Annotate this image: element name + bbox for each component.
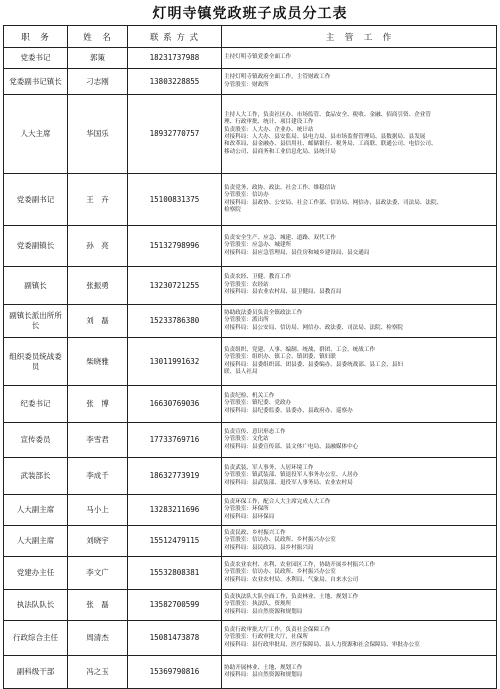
- duty-line: 分管股室：镇武装部、镇退役军人事务办公室、人居办: [224, 472, 359, 479]
- cell-duty: [222, 338, 497, 386]
- cell-phone: 13582700599: [128, 590, 222, 621]
- table-row: [4, 557, 497, 590]
- cell-post: 副镇长派出所所长: [4, 305, 68, 338]
- cell-phone: 13803228855: [128, 69, 222, 95]
- cell-duty: [222, 95, 497, 174]
- cell-name: 张振勇: [68, 267, 128, 305]
- cell-name: 李雪君: [68, 423, 128, 458]
- duty-line: 移动公司、县商务和工业信息化局、县统计局: [224, 148, 336, 155]
- document-title: 灯明寺镇党政班子成员分工表: [152, 6, 348, 22]
- cell-duty: [222, 621, 497, 656]
- cell-duty: [222, 267, 497, 305]
- cell-name: 张 博: [68, 386, 128, 423]
- duty-line: 分管股室：派出所: [224, 317, 269, 324]
- cell-name: 刁志刚: [68, 69, 128, 95]
- duty-line: 负责农经、卫健、教育工作: [224, 274, 292, 281]
- cell-duty: [222, 495, 497, 526]
- cell-duty: [222, 69, 497, 95]
- cell-post: 副镇长: [4, 267, 68, 305]
- cell-post: 人大副主席: [4, 526, 68, 557]
- duty-line: 分管股室：行政审批大厅，社保所: [224, 634, 308, 641]
- table-row: [4, 95, 497, 174]
- duty-line: 分管股室：应急办、城建所: [224, 242, 292, 249]
- table-row: [4, 386, 497, 423]
- cell-phone: 13011991632: [128, 338, 222, 386]
- duty-line: 负责执法队大队全面工作，负责林业、土地、规划工作: [224, 593, 359, 600]
- cell-name: 冯之玉: [68, 656, 128, 689]
- cell-duty: [222, 526, 497, 557]
- cell-post: 党委副书记: [4, 174, 68, 226]
- cell-duty: [222, 386, 497, 423]
- table-row: [4, 338, 497, 386]
- cell-post: 纪委书记: [4, 386, 68, 423]
- duty-line: 负责环保工作，配合人大主席完成人大工作: [224, 498, 331, 505]
- cell-name: 张 磊: [68, 590, 128, 621]
- duty-line: 分管股室：组织办、镇工会、镇团委、镇妇联: [224, 354, 336, 361]
- cell-name: 华国乐: [68, 95, 128, 174]
- cell-phone: 15512479115: [128, 526, 222, 557]
- header-duty: 主 管 工 作: [222, 26, 497, 48]
- cell-phone: 15100831375: [128, 174, 222, 226]
- cell-post: 执法队队长: [4, 590, 68, 621]
- table-row: [4, 305, 497, 338]
- duty-line: 主持人大工作，负责社区办、市场监管、食品安全、税收、金融、招商引资、企业管: [224, 111, 431, 118]
- cell-post: 组织委员统战委员: [4, 338, 68, 386]
- cell-name: 郭策: [68, 48, 128, 69]
- cell-duty: [222, 423, 497, 458]
- cell-post: 党委副书记镇长: [4, 69, 68, 95]
- duty-line: 对接科局：县委组织部、团县委、县委编办、县委统战部、县工会、县妇: [224, 361, 404, 368]
- roster-table: [3, 25, 497, 689]
- duty-line: 主持灯明寺镇政府全面工作，主管财政工作: [224, 74, 331, 81]
- cell-phone: 15081473878: [128, 621, 222, 656]
- duty-line: 对接科局：县武装部、退役军人事务局、农业农村局: [224, 479, 353, 486]
- cell-name: 柴晓雅: [68, 338, 128, 386]
- header-post: 职 务: [4, 26, 68, 48]
- cell-phone: 15233786380: [128, 305, 222, 338]
- cell-post: 人大副主席: [4, 495, 68, 526]
- duty-line: 分管股室：文化站: [224, 436, 269, 443]
- duty-line: 对接科局：县应急管理局、县住房和城乡建设局、县交通局: [224, 249, 370, 256]
- table-row: [4, 69, 497, 95]
- cell-phone: 18632773919: [128, 458, 222, 495]
- cell-name: 周清杰: [68, 621, 128, 656]
- duty-line: 对接科局：县民政局、县乡村振兴局: [224, 544, 314, 551]
- cell-phone: 15369790816: [128, 656, 222, 689]
- duty-line: 分管股室：镇纪委、党政办: [224, 400, 292, 407]
- table-row: [4, 267, 497, 305]
- duty-line: 协助开展林业、土地、规划工作: [224, 664, 303, 671]
- cell-name: 刘晓宇: [68, 526, 128, 557]
- duty-line: 对接科局：县纪委监委、县委办、县政府办、巡察办: [224, 407, 353, 414]
- table-row: [4, 495, 497, 526]
- cell-duty: [222, 174, 497, 226]
- duty-line: 对接科局：县自然资源和规划局: [224, 672, 303, 678]
- duty-line: 负责党务、政协、政法、社会工作、维稳信访: [224, 184, 336, 191]
- cell-post: 党委副镇长: [4, 226, 68, 267]
- cell-post: 党建办主任: [4, 557, 68, 590]
- cell-duty: [222, 458, 497, 495]
- roster-body: [4, 48, 497, 689]
- cell-post: 党委书记: [4, 48, 68, 69]
- cell-name: 李文广: [68, 557, 128, 590]
- cell-phone: 13283211696: [128, 495, 222, 526]
- duty-line: 分管股室：农经站: [224, 281, 269, 288]
- table-row: [4, 526, 497, 557]
- duty-line: 负责宣传、意识形态工作: [224, 428, 286, 435]
- cell-post: 武装部长: [4, 458, 68, 495]
- duty-line: 负责行政审批大厅工作，负责社会保障工作: [224, 626, 331, 633]
- duty-line: 负责农业农村、水利、农业园区工作，协助开展乡村振兴工作: [224, 561, 376, 568]
- header-name: 姓 名: [68, 26, 128, 48]
- duty-line: 负责组织、党建、人事、编制、统战、群团、工会、统战工作: [224, 346, 376, 353]
- cell-duty: [222, 590, 497, 621]
- cell-duty: [222, 557, 497, 590]
- cell-post: 副科级干部: [4, 656, 68, 689]
- duty-line: 负责纪检、机关工作: [224, 392, 275, 399]
- duty-line: 对接科局：县自然资源和规划局: [224, 608, 303, 615]
- cell-phone: 18231737988: [128, 48, 222, 69]
- table-row: [4, 458, 497, 495]
- cell-post: 宣传委员: [4, 423, 68, 458]
- table-row: [4, 48, 497, 69]
- duty-line: 负责股室：人大办、企业办、统计站: [224, 126, 314, 133]
- cell-phone: 15532808381: [128, 557, 222, 590]
- duty-line: 分管股室：执法队、资规所: [224, 601, 292, 608]
- duty-line: 协助政法委员负责全镇政法工作: [224, 309, 303, 316]
- duty-line: 分管股室：信访办: [224, 192, 269, 199]
- cell-duty: [222, 48, 497, 69]
- duty-line: 理、行政审批、统计、项目建设工作: [224, 119, 314, 126]
- duty-line: 和改革局、县金融办、县信用社、邮储银行、税务局、工商联、联通公司、电信公司、: [224, 141, 437, 148]
- duty-line: 分管股室：信访办、民政所、乡村振兴办公室: [224, 569, 336, 576]
- cell-name: 孙 亮: [68, 226, 128, 267]
- duty-line: 对接科局：县政协、公安局、社会工作部、信访局、网信办、县政法委、司法局、法院、: [224, 199, 443, 206]
- duty-line: 分管股室：信访办、民政所、乡村振兴办公室: [224, 537, 336, 544]
- cell-phone: 18932770757: [128, 95, 222, 174]
- cell-phone: 16630769036: [128, 386, 222, 423]
- table-row: [4, 226, 497, 267]
- header-phone: 联 系 方 式: [128, 26, 222, 48]
- table-row: [4, 174, 497, 226]
- duty-line: 负责武装、军人事务、人居环境工作: [224, 464, 314, 471]
- cell-duty: [222, 305, 497, 338]
- duty-line: 分管股室：财政所: [224, 81, 269, 88]
- cell-phone: 15132798996: [128, 226, 222, 267]
- duty-line: 对接科局：县环保局: [224, 513, 275, 520]
- duty-line: 对接科局：人大办、县安监局、县电力局、县市场监督管理局、县数据局、县发展: [224, 134, 426, 140]
- duty-line: 对接科局：县公安局、信访局、网信办、政法委、司法局、法院、检察院: [224, 324, 404, 331]
- cell-name: 刘 磊: [68, 305, 128, 338]
- duty-line: 联、县人社局: [224, 368, 258, 375]
- cell-name: 马小上: [68, 495, 128, 526]
- table-row: [4, 656, 497, 689]
- duty-line: 检察院: [224, 206, 241, 213]
- table-row: [4, 423, 497, 458]
- duty-line: 对接科局：县行政审批局、医疗保障局、县人力资源和社会保障局、审批办公室: [224, 641, 420, 648]
- cell-duty: [222, 656, 497, 689]
- duty-line: 负责民政、乡村振兴工作: [224, 529, 286, 536]
- table-row: [4, 621, 497, 656]
- cell-phone: 13230721255: [128, 267, 222, 305]
- cell-post: 行政综合主任: [4, 621, 68, 656]
- header-row: [4, 26, 497, 48]
- cell-phone: 17733769716: [128, 423, 222, 458]
- cell-name: 李成千: [68, 458, 128, 495]
- cell-name: 王 卉: [68, 174, 128, 226]
- duty-line: 对接科局：县农业农村局、县卫健局、县教育局: [224, 289, 342, 296]
- duty-line: 对接科局：农业农村局、水利局、气象局、自来水公司: [224, 576, 359, 583]
- cell-post: 人大主席: [4, 95, 68, 174]
- duty-line: 主持灯明寺镇党委全面工作: [224, 54, 292, 61]
- duty-line: 分管股室：环保所: [224, 506, 269, 513]
- duty-line: 负责安全生产、应急、城建、道路、双代工作: [224, 234, 336, 241]
- table-row: [4, 590, 497, 621]
- cell-duty: [222, 226, 497, 267]
- duty-line: 对接科局：县委宣传部、县文体广电局、县融媒体中心: [224, 443, 359, 450]
